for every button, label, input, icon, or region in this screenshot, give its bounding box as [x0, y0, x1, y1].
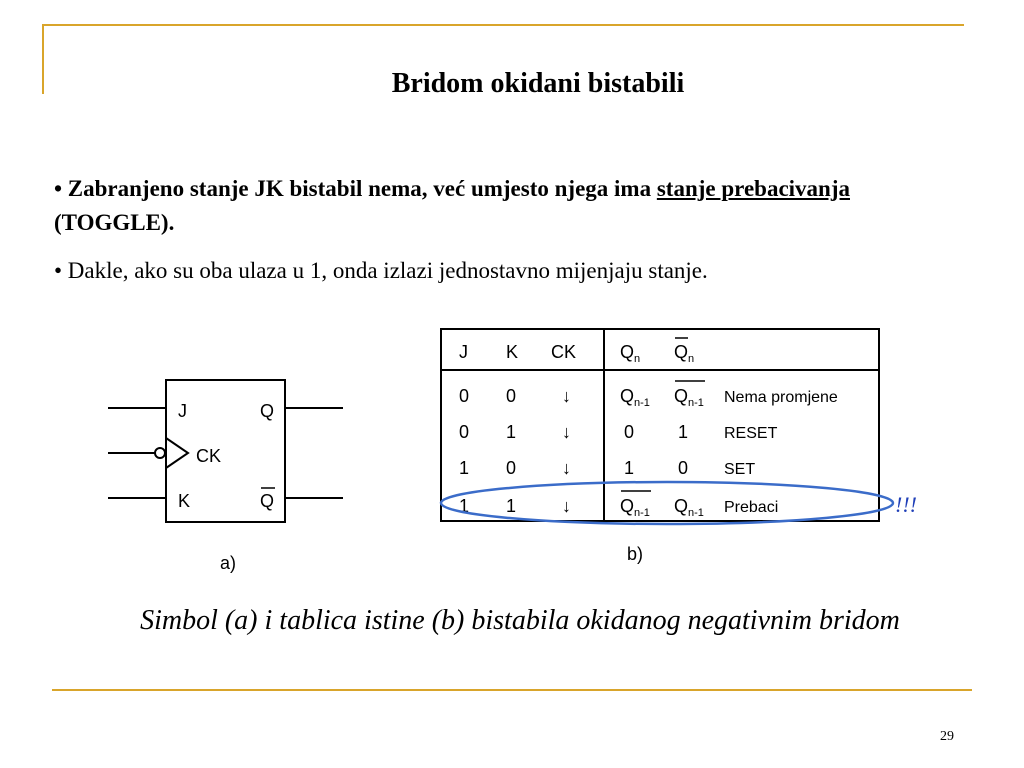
- table-row: [459, 458, 755, 478]
- table-row: [459, 381, 838, 409]
- bullet-both-inputs: • Dakle, ako su oba ulaza u 1, onda izlazi jednostavno mijenjaju stanje.: [54, 258, 708, 283]
- symbol-label-qbar: Q: [260, 491, 275, 511]
- bullet1-underlined: stanje prebacivanja: [656, 176, 850, 201]
- cell-qbar: 0: [678, 458, 689, 478]
- bullet1-suffix: (TOGGLE).: [54, 210, 175, 235]
- symbol-label-q: Q: [260, 401, 275, 421]
- table-row: [459, 422, 778, 442]
- cell-qbar: $Q_{n-1}$: [674, 496, 704, 519]
- header-q: $Q_n$: [620, 342, 641, 365]
- cell-k: 1: [506, 422, 517, 442]
- header-k: K: [506, 342, 519, 362]
- cell-description: Nema promjene: [724, 389, 838, 406]
- jk-flipflop-symbol: [108, 380, 343, 573]
- cell-k: 0: [506, 386, 517, 406]
- clock-triangle-icon: [166, 438, 188, 468]
- symbol-label-j: J: [178, 401, 187, 421]
- table-row: [459, 491, 778, 519]
- symbol-label-ck: CK: [196, 446, 222, 466]
- figure-caption: Simbol (a) i tablica istine (b) bistabila okidanog negativnim bridom: [140, 605, 900, 636]
- header-qbar: $Q_n$: [674, 342, 695, 365]
- table-header-row: [459, 338, 694, 365]
- page-number: 29: [940, 729, 954, 744]
- cell-description: SET: [724, 461, 756, 478]
- highlight-note: !!!: [895, 492, 917, 517]
- cell-ck-falling-edge-icon: ↓: [562, 386, 571, 406]
- cell-q: $Q_{n-1}$: [620, 496, 650, 519]
- table-sublabel: b): [627, 544, 644, 564]
- cell-qbar: $Q_{n-1}$: [674, 386, 704, 409]
- cell-q: 1: [624, 458, 635, 478]
- header-ck: CK: [551, 342, 577, 362]
- cell-qbar: 1: [678, 422, 689, 442]
- cell-j: 1: [459, 496, 470, 516]
- cell-k: 0: [506, 458, 517, 478]
- symbol-sublabel: a): [220, 553, 237, 573]
- bullet1-prefix: • Zabranjeno stanje JK bistabil nema, već umjesto njega ima: [54, 176, 657, 201]
- header-j: J: [459, 342, 468, 362]
- cell-q: $Q_{n-1}$: [620, 386, 650, 409]
- cell-description: Prebaci: [724, 499, 779, 516]
- negation-bubble-icon: [155, 448, 165, 458]
- truth-table: [441, 329, 917, 564]
- cell-ck-falling-edge-icon: ↓: [562, 458, 571, 478]
- cell-ck-falling-edge-icon: ↓: [562, 422, 571, 442]
- cell-q: 0: [624, 422, 635, 442]
- cell-j: 0: [459, 422, 470, 442]
- cell-j: 1: [459, 458, 470, 478]
- symbol-label-k: K: [178, 491, 191, 511]
- cell-description: RESET: [724, 425, 778, 442]
- slide-title: Bridom okidani bistabili: [391, 68, 685, 99]
- cell-k: 1: [506, 496, 517, 516]
- cell-j: 0: [459, 386, 470, 406]
- cell-ck-falling-edge-icon: ↓: [562, 496, 571, 516]
